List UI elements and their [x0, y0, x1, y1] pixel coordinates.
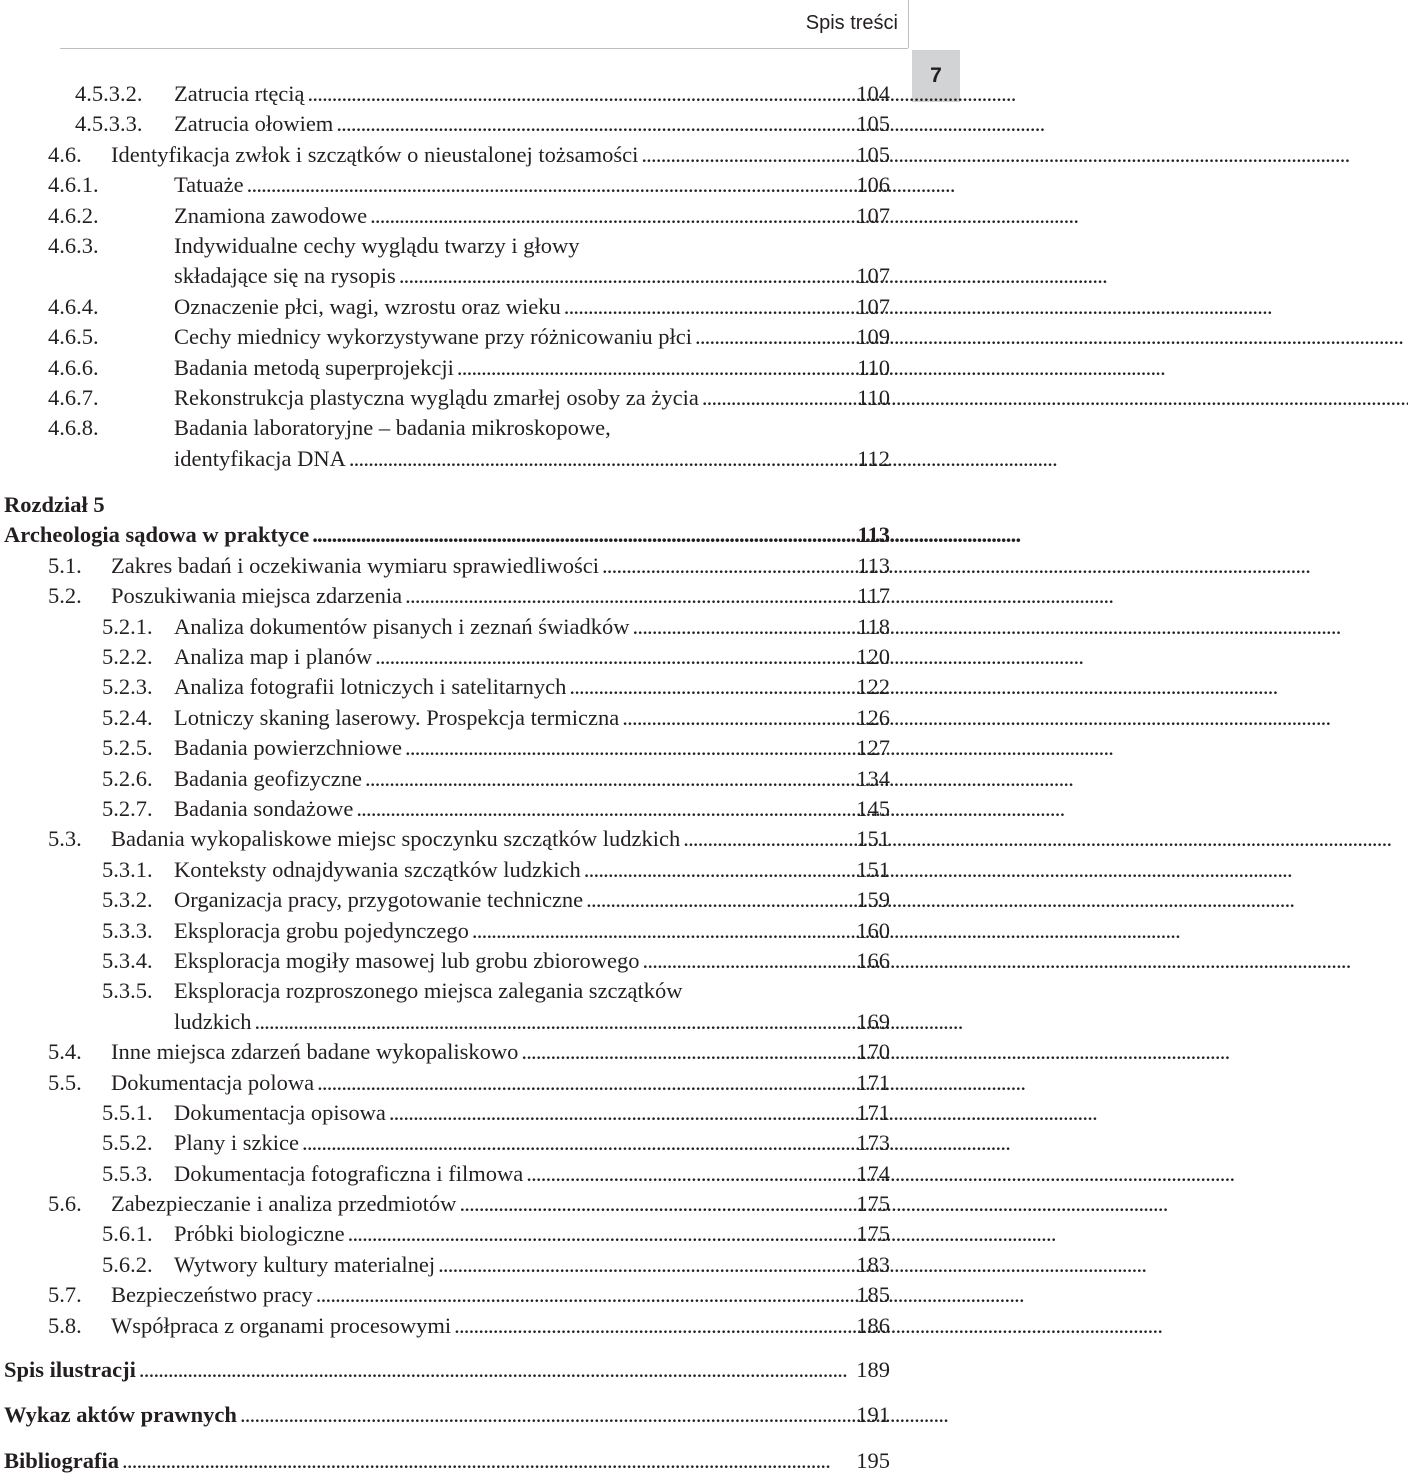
toc-entry [0, 612, 890, 642]
toc-entry [0, 231, 890, 261]
entry-number: 5.5.3. [102, 1160, 153, 1186]
entry-title: Identyfikacja zwłok i szczątków o nieustalonej tożsamości [111, 141, 639, 167]
entry-title: Badania powierzchniowe [174, 735, 403, 761]
entry-number: 5.5.2. [102, 1130, 153, 1156]
entry-title: Próbki biologiczne [174, 1221, 345, 1247]
entry-number: 5.1. [48, 552, 82, 578]
entry-page-number: 107 [856, 263, 890, 289]
entry-number: 5.3.5. [102, 978, 153, 1004]
toc-entry [0, 1311, 890, 1341]
entry-page-number: 183 [856, 1251, 890, 1277]
entry-title: ludzkich [174, 1008, 252, 1034]
entry-number: 5.2.4. [102, 704, 153, 730]
toc-entry [0, 976, 890, 1006]
entry-title: Eksploracja rozproszonego miejsca zalegania szczątków [174, 978, 683, 1004]
entry-number: 5.8. [48, 1312, 82, 1338]
toc-entry [0, 855, 890, 885]
entry-title: Znamiona zawodowe [174, 202, 368, 228]
dot-leader [643, 946, 846, 976]
back-matter-page-number: 189 [856, 1357, 890, 1383]
entry-page-number: 171 [856, 1069, 890, 1095]
entry-page-number: 118 [857, 613, 890, 639]
entry-number: 5.6.1. [102, 1221, 153, 1247]
dot-leader [564, 292, 846, 322]
toc-entry [0, 1098, 890, 1128]
entry-title: Badania wykopaliskowe miejsc spoczynku szczątków ludzkich [111, 826, 681, 852]
back-matter-entry [0, 1446, 890, 1476]
entry-page-number: 117 [857, 583, 890, 609]
toc-entry [0, 79, 890, 109]
entry-page-number: 151 [856, 826, 890, 852]
entry-number: 5.3. [48, 826, 82, 852]
entry-number: 5.4. [48, 1039, 82, 1065]
entry-number: 4.6.8. [48, 415, 99, 441]
entry-number: 5.5.1. [102, 1099, 153, 1125]
entry-page-number: 127 [856, 735, 890, 761]
entry-title: Eksploracja grobu pojedynczego [174, 917, 469, 943]
entry-number: 4.6.2. [48, 202, 99, 228]
entry-title: składające się na rysopis [174, 263, 396, 289]
table-of-contents [0, 79, 890, 1476]
toc-entry [0, 916, 890, 946]
entry-number: 4.5.3.3. [75, 111, 143, 137]
dot-leader [389, 1098, 846, 1128]
dot-leader [316, 1280, 846, 1310]
entry-title: Zatrucia ołowiem [174, 111, 334, 137]
entry-page-number: 173 [856, 1130, 890, 1156]
entry-title: Analiza dokumentów pisanych i zeznań świadków [174, 613, 630, 639]
toc-entry [0, 140, 890, 170]
entry-page-number: 175 [856, 1191, 890, 1217]
dot-leader [695, 322, 846, 352]
entry-number: 4.6. [48, 141, 82, 167]
entry-page-number: 120 [856, 644, 890, 670]
entry-page-number: 169 [856, 1008, 890, 1034]
entry-page-number: 107 [856, 202, 890, 228]
dot-leader [122, 1446, 846, 1476]
entry-title: Wytwory kultury materialnej [174, 1251, 436, 1277]
toc-entry [0, 733, 890, 763]
toc-entry [0, 1219, 890, 1249]
toc-entry [0, 703, 890, 733]
entry-title: Inne miejsca zdarzeń badane wykopaliskowo [111, 1039, 519, 1065]
entry-number: 5.2.3. [102, 674, 153, 700]
toc-entry [0, 1037, 890, 1067]
entry-title: Dokumentacja opisowa [174, 1099, 386, 1125]
entry-number: 5.3.1. [102, 856, 153, 882]
dot-leader [702, 383, 846, 413]
entry-title: Rekonstrukcja plastyczna wyglądu zmarłej osoby za życia [174, 384, 699, 410]
page-number-tab: 7 [912, 50, 960, 102]
toc-entry [0, 444, 890, 474]
dot-leader [370, 201, 846, 231]
dot-leader [308, 79, 846, 109]
entry-page-number: 170 [856, 1039, 890, 1065]
dot-leader [457, 353, 846, 383]
toc-entry [0, 794, 890, 824]
entry-page-number: 109 [856, 324, 890, 350]
entry-page-number: 126 [856, 704, 890, 730]
back-matter-page-number: 195 [856, 1447, 890, 1473]
entry-number: 5.6.2. [102, 1251, 153, 1277]
toc-entry [0, 824, 890, 854]
dot-leader [312, 520, 846, 550]
toc-entry [0, 764, 890, 794]
entry-page-number: 106 [856, 172, 890, 198]
dot-leader [375, 642, 846, 672]
entry-number: 5.6. [48, 1191, 82, 1217]
entry-title: Poszukiwania miejsca zdarzenia [111, 583, 403, 609]
running-header: Spis treści [805, 12, 898, 34]
back-matter-page-number: 191 [856, 1402, 890, 1428]
dot-leader [584, 855, 846, 885]
toc-entry [0, 109, 890, 139]
entry-page-number: 145 [856, 795, 890, 821]
entry-page-number: 174 [856, 1160, 890, 1186]
entry-page-number: 112 [857, 445, 890, 471]
entry-number: 5.2.7. [102, 795, 153, 821]
toc-entry [0, 261, 890, 291]
entry-title: Analiza fotografii lotniczych i satelitarnych [174, 674, 567, 700]
toc-entry [0, 1250, 890, 1280]
entry-page-number: 160 [856, 917, 890, 943]
dot-leader [521, 1037, 846, 1067]
toc-entry [0, 1128, 890, 1158]
toc-entry [0, 1159, 890, 1189]
entry-number: 5.5. [48, 1069, 82, 1095]
entry-number: 4.6.4. [48, 293, 99, 319]
entry-number: 5.7. [48, 1282, 82, 1308]
entry-number: 5.2.2. [102, 644, 153, 670]
entry-page-number: 107 [856, 293, 890, 319]
entry-number: 5.2.5. [102, 735, 153, 761]
dot-leader [349, 444, 846, 474]
dot-leader [336, 109, 846, 139]
chapter-label-row [0, 490, 890, 520]
entry-number: 4.6.3. [48, 232, 99, 258]
entry-number: 4.6.6. [48, 354, 99, 380]
chapter-label: Rozdział 5 [4, 492, 105, 518]
entry-number: 4.5.3.2. [75, 81, 143, 106]
entry-number: 5.3.2. [102, 887, 153, 913]
entry-number: 5.2.6. [102, 765, 153, 791]
dot-leader [254, 1007, 846, 1037]
dot-leader [247, 170, 846, 200]
entry-page-number: 171 [856, 1099, 890, 1125]
entry-number: 4.6.5. [48, 324, 99, 350]
toc-entry [0, 1007, 890, 1037]
entry-page-number: 122 [856, 674, 890, 700]
entry-title: Konteksty odnajdywania szczątków ludzkich [174, 856, 581, 882]
entry-title: Badania sondażowe [174, 795, 354, 821]
dot-leader [459, 1189, 846, 1219]
dot-leader [438, 1250, 846, 1280]
dot-leader [454, 1311, 846, 1341]
header-vertical-rule [908, 0, 909, 48]
toc-entry [0, 1068, 890, 1098]
entry-page-number: 186 [856, 1312, 890, 1338]
toc-section-5 [0, 551, 890, 1341]
dot-leader [641, 140, 846, 170]
entry-title: Lotniczy skaning laserowy. Prospekcja termiczna [174, 704, 620, 730]
dot-leader [602, 551, 846, 581]
entry-page-number: 110 [857, 354, 890, 380]
entry-title: Zatrucia rtęcią [174, 81, 305, 106]
entry-title: Współpraca z organami procesowymi [111, 1312, 452, 1338]
toc-entry [0, 672, 890, 702]
entry-title: Dokumentacja fotograficzna i filmowa [174, 1160, 524, 1186]
entry-page-number: 134 [856, 765, 890, 791]
dot-leader [348, 1219, 846, 1249]
entry-title: Eksploracja mogiły masowej lub grobu zbiorowego [174, 947, 640, 973]
back-matter-title: Spis ilustracji [4, 1357, 136, 1383]
entry-page-number: 175 [856, 1221, 890, 1247]
entry-title: Zabezpieczanie i analiza przedmiotów [111, 1191, 457, 1217]
toc-entry [0, 551, 890, 581]
entry-title: Plany i szkice [174, 1130, 299, 1156]
entry-title: Badania laboratoryjne – badania mikroskopowe, [174, 415, 611, 441]
chapter-page: 113 [857, 522, 890, 548]
entry-title: Badania metodą superprojekcji [174, 354, 454, 380]
toc-entry [0, 383, 890, 413]
entry-page-number: 105 [856, 111, 890, 137]
back-matter-entry [0, 1400, 890, 1430]
dot-leader [240, 1400, 846, 1430]
dot-leader [683, 824, 846, 854]
entry-page-number: 159 [856, 887, 890, 913]
toc-entry [0, 1280, 890, 1310]
entry-title: Tatuaże [174, 172, 244, 198]
toc-entry [0, 322, 890, 352]
dot-leader [302, 1128, 846, 1158]
entry-title: Indywidualne cechy wyglądu twarzy i głowy [174, 232, 580, 258]
entry-title: Zakres badań i oczekiwania wymiaru sprawiedliwości [111, 552, 599, 578]
entry-page-number: 151 [856, 856, 890, 882]
dot-leader [622, 703, 846, 733]
entry-title: Oznaczenie płci, wagi, wzrostu oraz wieku [174, 293, 561, 319]
entry-page-number: 110 [857, 384, 890, 410]
dot-leader [365, 764, 846, 794]
entry-number: 4.6.1. [48, 172, 99, 198]
entry-number: 5.3.4. [102, 947, 153, 973]
dot-leader [633, 612, 847, 642]
entry-page-number: 113 [857, 552, 890, 578]
entry-page-number: 185 [856, 1282, 890, 1308]
toc-entry [0, 170, 890, 200]
entry-number: 5.3.3. [102, 917, 153, 943]
dot-leader [139, 1355, 846, 1385]
entry-title: Bezpieczeństwo pracy [111, 1282, 313, 1308]
entry-page-number: 104 [856, 81, 890, 106]
header-rule [60, 48, 908, 49]
chapter-title-row [0, 520, 890, 550]
toc-section-4 [0, 79, 890, 474]
entry-page-number: 166 [856, 947, 890, 973]
entry-number: 5.2.1. [102, 613, 153, 639]
toc-entry [0, 946, 890, 976]
dot-leader [399, 261, 846, 291]
back-matter-title: Bibliografia [4, 1447, 120, 1473]
toc-entry [0, 642, 890, 672]
entry-number: 5.2. [48, 583, 82, 609]
toc-entry [0, 1189, 890, 1219]
toc-entry [0, 201, 890, 231]
dot-leader [405, 581, 846, 611]
chapter-title: Archeologia sądowa w praktyce [4, 522, 310, 548]
dot-leader [526, 1159, 846, 1189]
entry-number: 4.6.7. [48, 384, 99, 410]
toc-entry [0, 292, 890, 322]
dot-leader [586, 885, 846, 915]
entry-title: Organizacja pracy, przygotowanie techniczne [174, 887, 584, 913]
entry-title: Cechy miednicy wykorzystywane przy różnicowaniu płci [174, 324, 692, 350]
entry-title: Analiza map i planów [174, 644, 373, 670]
toc-entry [0, 581, 890, 611]
entry-title: identyfikacja DNA [174, 445, 346, 471]
toc-back-matter [0, 1341, 890, 1476]
toc-entry [0, 413, 890, 443]
entry-title: Badania geofizyczne [174, 765, 363, 791]
toc-entry [0, 885, 890, 915]
entry-page-number: 105 [856, 141, 890, 167]
dot-leader [569, 672, 846, 702]
dot-leader [317, 1068, 846, 1098]
back-matter-entry [0, 1355, 890, 1385]
back-matter-title: Wykaz aktów prawnych [4, 1402, 237, 1428]
dot-leader [472, 916, 846, 946]
dot-leader [356, 794, 846, 824]
dot-leader [405, 733, 846, 763]
toc-entry [0, 353, 890, 383]
entry-title: Dokumentacja polowa [111, 1069, 315, 1095]
